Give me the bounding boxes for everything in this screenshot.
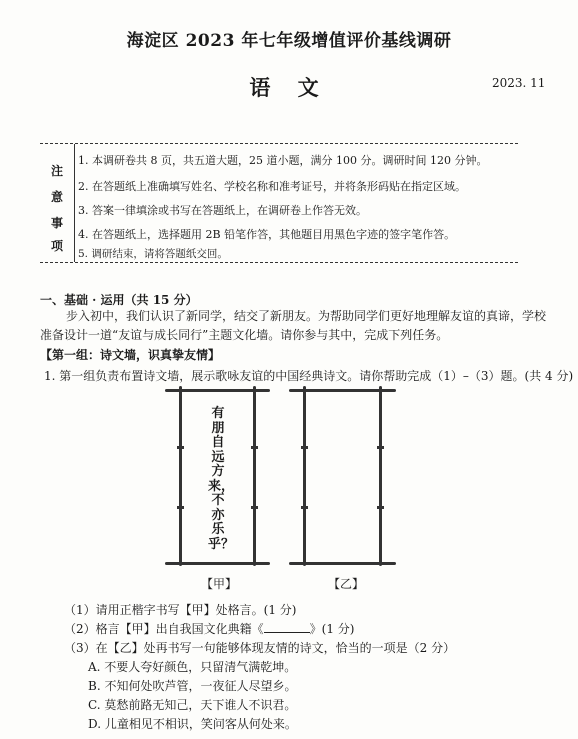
subject-title: 语 文 — [249, 75, 329, 100]
intro-paragraph-line: 准备设计一道“友谊与成长同行”主题文化墙。请你参与其中，完成下列任务。 — [40, 328, 449, 342]
scroll-frame-yi — [289, 386, 396, 574]
notice-item: 5. 调研结束，请将答题纸交回。 — [78, 248, 228, 260]
option-a: A. 不要人夸好颜色，只留清气满乾坤。 — [88, 660, 297, 674]
notice-label — [40, 144, 75, 262]
section-heading: 一、基础 · 运用（共 15 分） — [40, 293, 198, 307]
exam-title: 海淀区 2023 年七年级增值评价基线调研 — [126, 31, 452, 51]
exam-date: 2023. 11 — [492, 76, 546, 90]
notice-item: 3. 答案一律填涂或书写在答题纸上，在调研卷上作答无效。 — [78, 204, 367, 217]
notice-label-char: 项 — [50, 239, 63, 253]
notice-box — [40, 143, 518, 263]
frame-label-jia: 【甲】 — [201, 577, 238, 591]
notice-label-char: 意 — [50, 190, 63, 204]
notice-label-char: 事 — [50, 216, 63, 230]
option-c: C. 莫愁前路无知己，天下谁人不识君。 — [88, 698, 297, 712]
question-1: 1. 第一组负责布置诗文墙，展示歌咏友谊的中国经典诗文。请你帮助完成（1）–（3）题。(共 4 分) — [44, 369, 574, 383]
notice-item: 1. 本调研卷共 8 页，共五道大题，25 道小题，满分 100 分。调研时间 120 分钟。 — [78, 154, 488, 167]
question-1-3: （3）在【乙】处再书写一句能够体现友情的诗文，恰当的一项是（2 分） — [64, 641, 456, 655]
answer-blank — [264, 622, 310, 633]
frame-label-yi: 【乙】 — [328, 577, 365, 591]
question-1-2-points: 》(1 分) — [309, 622, 355, 636]
notice-label-char: 注 — [50, 164, 63, 178]
intro-paragraph-line: 步入初中，我们认识了新同学，结交了新朋友。为帮助同学们更好地理解友谊的真谛，学校 — [66, 309, 547, 323]
notice-item: 2. 在答题纸上准确填写姓名、学校名称和准考证号，并将条形码贴在指定区域。 — [78, 180, 466, 193]
notice-item: 4. 在答题纸上，选择题用 2B 铅笔作答，其他题目用黑色字迹的签字笔作答。 — [78, 228, 456, 241]
question-1-2 — [64, 620, 354, 637]
option-d: D. 儿童相见不相识，笑问客从何处来。 — [88, 717, 297, 731]
group-title: 【第一组：诗文墙，识真挚友情】 — [40, 348, 221, 362]
poem-maxim: 有朋自远方来，不亦乐乎？ — [208, 406, 235, 552]
question-1-1: （1）请用正楷字书写【甲】处格言。(1 分) — [64, 603, 297, 617]
option-b: B. 不知何处吹芦管，一夜征人尽望乡。 — [88, 679, 297, 693]
question-1-2-text: （2）格言【甲】出自我国文化典籍《 — [64, 622, 264, 636]
